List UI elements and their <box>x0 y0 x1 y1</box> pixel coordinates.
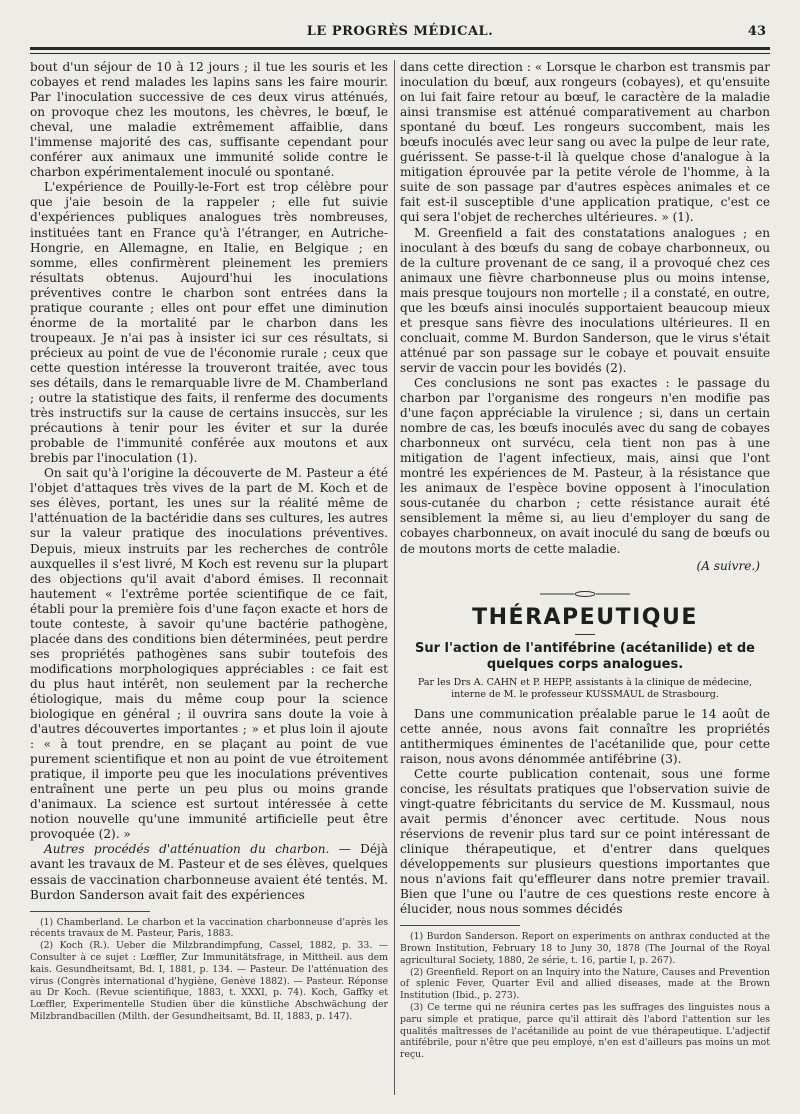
right-paragraph: dans cette direction : « Lorsque le charbon est transmis par inoculation du bœuf, aux rongeurs (cobayes), et qu'ensuite on lui fait faire retour au bœuf, le caractère de la maladie ainsi transmise est atténué comparativement au charbon spontané du bœuf. Les rongeurs succombent, mais les bœufs inoculés avec leur sang ou avec la pulpe de leur rate, guérissent. Se passe-t-il là quelque chose d'analogue à la mitigation éprouvée par la petite vérole de l'homme, à la suite de son passage par d'autres espèces animales et ce fait est-il susceptible d'une application pratique, c'est ce qui sera l'objet de recherches ultérieures. » (1). <box>400 60 770 225</box>
right-body-text <box>400 60 770 557</box>
ornament-icon <box>540 591 630 597</box>
left-paragraph: bout d'un séjour de 10 à 12 jours ; il tue les souris et les cobayes et rend malades les lapins sans les faire mourir. Par l'inoculation successive de ces deux virus atténués, on provoque chez les moutons, les chèvres, le bœuf, le cheval, une maladie extrêmement affaiblie, dans l'immense majorité des cas, suffisante cependant pour conférer aux animaux une immunité solide contre le charbon expérimentalement inoculé ou spontané. <box>30 60 388 180</box>
footnote: (2) Greenfield. Report on an Inquiry into the Nature, Causes and Prevention of splenic Fever, Quarter Evil and allied diseases, made at the Brown Institution (Ibid., p. 273). <box>400 966 770 1002</box>
page-number: 43 <box>747 24 766 39</box>
footnote: (3) Ce terme qui ne réunira certes pas les suffrages des linguistes nous a paru simple et pratique, parce qu'il attirait dès l'abord l'attention sur les qualités maîtresses de l'acétanilide au point de vue thérapeutique. L'adjectif antifébrile, pour n'être que peu employé, n'en est d'ailleurs pas moins un mot reçu. <box>400 1001 770 1061</box>
footnote-rule <box>400 925 520 926</box>
journal-title: LE PROGRÈS MÉDICAL. <box>306 24 494 39</box>
left-column <box>30 60 388 1100</box>
footnote: (2) Koch (R.). Ueber die Milzbrandimpfung, Cassel, 1882, p. 33. — Consulter à ce sujet : Lœffler, Zur Immunitätsfrage, in Mittheil. aus dem kais. Gesundheitsamt, Bd. I, 1881, p. 134. — Pasteur. De l'atténuation des virus (Congrès international d'hygiène, Genève 1882). — Pasteur. Réponse au Dr Koch. (Revue scientifique, 1883, t. XXXI, p. 74). Koch, Gaffky et Lœffler, Experimentelle Studien über die künstliche Abschwächung der Milzbrandbacillen (Milth. der Gesundheitsamt, Bd. II, 1883, p. 147). <box>30 940 388 1022</box>
column-divider <box>394 60 395 1095</box>
footnote-rule <box>30 911 150 912</box>
left-paragraph-last <box>30 842 388 902</box>
article-paragraph: Cette courte publication contenait, sous une forme concise, les résultats pratiques que l'observation suivie de vingt-quatre fébricitants du service de M. Kussmaul, nous avait permis d'énoncer avec certitude. Nous nous réservions de revenir plus tard sur ce point intéressant de clinique thérapeutique, et d'entrer dans quelques développements sur plusieurs questions importantes que nous n'avions fait qu'effleurer dans notre premier travail. Bien que l'une ou l'autre de ces questions reste encore à élucider, nous nous sommes décidés <box>400 766 770 917</box>
article-title: Sur l'action de l'antifébrine (acétanilide) et de quelques corps analogues. <box>415 640 755 672</box>
right-paragraph: Ces conclusions ne sont pas exactes : le passage du charbon par l'organisme des rongeurs n'en modifie pas d'une façon appréciable la virulence ; si, dans un certain nombre de cas, les bœufs inoculés avec du sang de cobayes charbonneux ont survécu, cela tient non pas à une mitigation de l'agent infectieux, mais, ainsi que l'ont montré les expériences de M. Pasteur, à la résistance que les animaux de l'espèce bovine opposent à l'inoculation sous-cutanée du charbon ; cette résistance aurait été sensiblement la même si, au lieu d'employer du sang de cobayes charbonneux, on avait inoculé du sang de bœufs ou de moutons morts de cette maladie. <box>400 375 770 556</box>
article-paragraph: Dans une communication préalable parue le 14 août de cette année, nous avons fait connaître les propriétés antithermiques éminentes de l'acétanilide que, pour cette raison, nous avons dénommée antifébrine (3). <box>400 706 770 766</box>
sub-heading: Autres procédés d'atténuation du charbon. <box>44 842 330 857</box>
right-column <box>400 60 770 1100</box>
left-footnotes <box>30 917 388 1023</box>
left-body-text <box>30 60 388 903</box>
right-footnotes <box>400 931 770 1061</box>
article-body-text <box>400 707 770 918</box>
footnote: (1) Burdon Sanderson. Report on experiments on anthrax conducted at the Brown Institution, February 18 to Juny 30, 1878 (The Journal of the Royal agricultural Society, 1880, 2e série, t. 16, partie I, p. 267). <box>400 931 770 966</box>
to-be-continued: (A suivre.) <box>696 558 760 573</box>
section-rule <box>575 634 595 635</box>
footnote: (1) Chamberland. Le charbon et la vaccination charbonneuse d'après les récents travaux de M. Pasteur, Paris, 1883. <box>30 916 388 940</box>
header-rule-thin <box>30 53 770 54</box>
section-title: THÉRAPEUTIQUE <box>472 604 698 630</box>
left-paragraph: On sait qu'à l'origine la découverte de M. Pasteur a été l'objet d'attaques très vives de la part de M. Koch et de ses élèves, portant, les unes sur la réalité même de l'atténuation de la bactéridie dans ses cultures, les autres sur la valeur pratique des inoculations préventives. Depuis, mieux instruits par les recherches de contrôle auxquelles il s'est livré, M Koch est revenu sur la plupart des objections qu'il avait d'abord émises. Il reconnait hautement « l'extrême portée scientifique de ce fait, établi pour la première fois d'une façon exacte et hors de toute conteste, à savoir qu'une bactérie pathogène, placée dans des conditions bien déterminées, peut perdre ses propriétés pathogènes sans subir toutefois des modifications morphologiques appréciables : ce fait est du plus haut intérêt, non seulement par la recherche étiologique, mais du même coup pour la science biologique en général ; il ouvrira sans doute la voie à d'autres découvertes importantes ; » et plus loin il ajoute : « à tout prendre, en se plaçant au point de vue purement scientifique et non au point de vue étroitement pratique, il importe peu que les inoculations préventives entraînent une perte un peu plus ou moins grande d'animaux. La science est surtout intéressée à cette notion nouvelle qu'une immunité artificielle peut être provoquée (2). » <box>30 466 388 842</box>
left-paragraph-last-text: — Déjà avant les travaux de M. Pasteur et de ses élèves, quelques essais de vaccination charbonneuse avaient été tentés. M. Burdon Sanderson avait fait des expériences <box>30 842 388 902</box>
article-byline: Par les Drs A. CAHN et P. HEPP, assistants à la clinique de médecine, interne de M. le professeur KUSSMAUL de Strasbourg. <box>417 676 753 700</box>
header-rule-thick <box>30 47 770 50</box>
ornament-divider <box>400 582 770 601</box>
page-header <box>30 22 770 44</box>
right-paragraph: M. Greenfield a fait des constatations analogues ; en inoculant à des bœufs du sang de cobaye charbonneux, ou de la culture provenant de ce sang, il a provoqué chez ces animaux une fièvre charbonneuse plus ou moins intense, mais presque toujours non mortelle ; il a constaté, en outre, que les bœufs ainsi inoculés supportaient beaucoup mieux et presque sans fièvre des inoculations ultérieures. Il en concluait, comme M. Burdon Sanderson, que le virus s'était atténué par son passage sur le cobaye et pouvait ensuite servir de vaccin pour les bovidés (2). <box>400 225 770 375</box>
left-paragraph: L'expérience de Pouilly-le-Fort est trop célèbre pour que j'aie besoin de la rappeler ; elle fut suivie d'expériences publiques analogues très nombreuses, instituées tant en France qu'à l'étranger, en Autriche-Hongrie, en Allemagne, en Italie, en Belgique ; en somme, elles confirmèrent pleinement les premiers résultats obtenus. Aujourd'hui les inoculations préventives contre le charbon sont entrées dans la pratique courante ; elles ont pour effet une diminution énorme de la mortalité par le charbon dans les troupeaux. Je n'ai pas à insister ici sur ces résultats, si précieux au point de vue de l'économie rurale ; ceux que cette question intéresse la trouveront traitée, avec tous ses détails, dans le remarquable livre de M. Chamberland ; outre la statistique des faits, il renferme des documents très instructifs sur la cause de certains insuccès, sur les précautions à tenir pour les éviter et sur la durée probable de l'immunité conférée aux moutons et aux brebis par l'inoculation (1). <box>30 180 388 466</box>
